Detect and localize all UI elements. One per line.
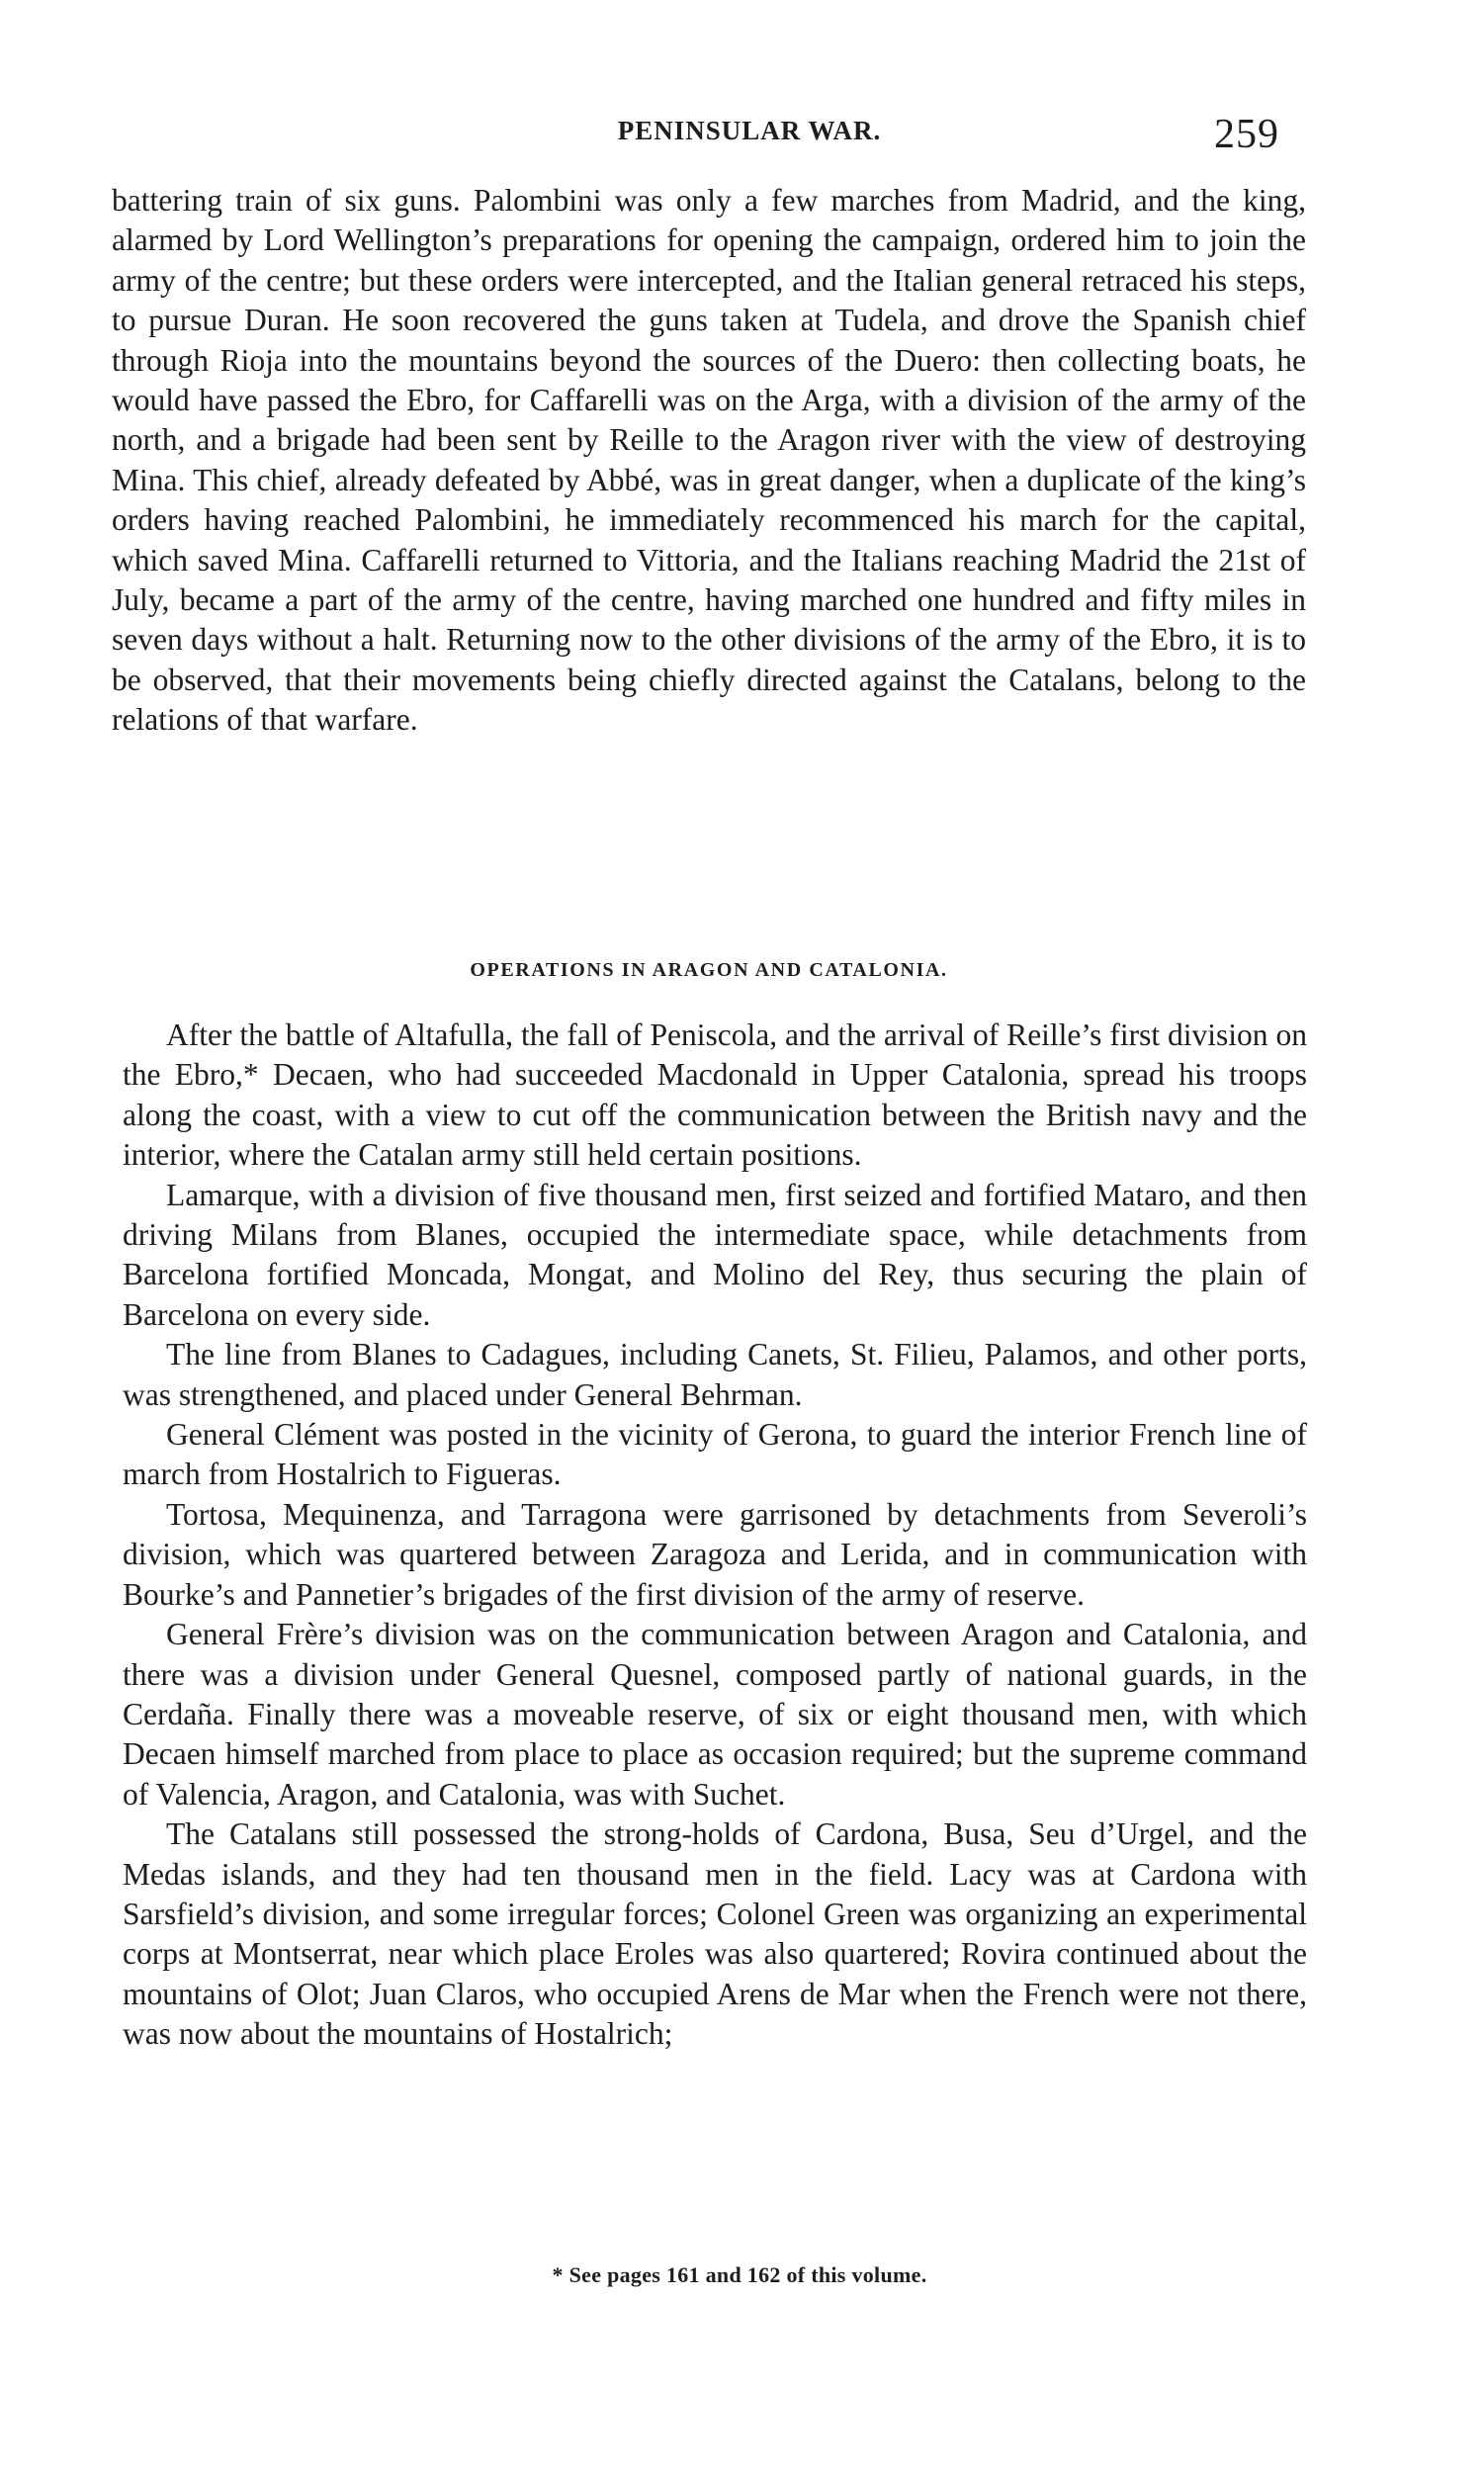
section-paragraph: The Catalans still possessed the strong-holds of Cardona, Busa, Seu d’Urgel, and the Medas islands, and they had ten thousand men in the field. Lacy was at Cardona with Sarsfield’s division, and some irregular forces; Colonel Green was organizing an experimental corps at Montserrat, near which place Eroles was also quartered; Rovira continued about the mountains of Olot; Juan Claros, who occupied Arens de Mar when the French were not there, was now about the mountains of Hostalrich; [123, 1816, 1307, 2052]
body-paragraph: battering train of six guns. Palombini was only a few marches from Madrid, and the king, alarmed by Lord Wellington’s preparations for opening the campaign, ordered him to join the army of the centre; but these orders were intercepted, and the Italian general retraced his steps, to pursue Duran. He soon recovered the guns taken at Tudela, and drove the Spanish chief through Rioja into the mountains beyond the sources of the Duero: then collecting boats, he would have passed the Ebro, for Caffarelli was on the Arga, with a division of the army of the north, and a brigade had been sent by Reille to the Aragon river with the view of destroying Mina. This chief, already defeated by Abbé, was in great danger, when a duplicate of the king’s orders having reached Palombini, he immediately recommenced his march for the capital, which saved Mina. Caffarelli returned to Vittoria, and the Italians reaching Madrid the 21st of July, became a part of the army of the centre, having marched one hundred and fifty miles in seven days without a halt. Returning now to the other divisions of the army of the Ebro, it is to be observed, that their movements being chiefly directed against the Catalans, belong to the relations of that warfare. [112, 183, 1306, 738]
page-number: 259 [1214, 112, 1279, 157]
footnote: * See pages 161 and 162 of this volume. [552, 2262, 927, 2287]
running-header: PENINSULAR WAR. [617, 116, 882, 145]
section-paragraph: After the battle of Altafulla, the fall of Peniscola, and the arrival of Reille’s first division on the Ebro,* Decaen, who had succeeded Macdonald in Upper Catalonia, spread his troops along the coast, with a view to cut off the communication between the British navy and the interior, where the Catalan army still held certain positions. [123, 1017, 1307, 1173]
section-paragraph: General Frère’s division was on the communication between Aragon and Catalonia, and there was a division under General Quesnel, composed partly of national guards, in the Cerdaña. Finally there was a moveable reserve, of six or eight thousand men, with which Decaen himself marched from place to place as occasion required; but the supreme command of Valencia, Aragon, and Catalonia, was with Suchet. [123, 1617, 1307, 1812]
section-paragraph: General Clément was posted in the vicinity of Gerona, to guard the interior French line of march from Hostalrich to Figueras. [123, 1417, 1307, 1492]
section-body [123, 1016, 1307, 2055]
section-paragraph: The line from Blanes to Cadagues, including Canets, St. Filieu, Palamos, and other ports, was strengthened, and placed under General Behrman. [123, 1337, 1307, 1412]
section-paragraph: Tortosa, Mequinenza, and Tarragona were garrisoned by detachments from Severoli’s division, which was quartered between Zaragoza and Lerida, and in communication with Bourke’s and Pannetier’s brigades of the first division of the army of reserve. [123, 1496, 1307, 1612]
section-paragraph: Lamarque, with a division of five thousand men, first seized and fortified Mataro, and then driving Milans from Blanes, occupied the intermediate space, while detachments from Barcelona fortified Moncada, Mongat, and Molino del Rey, thus securing the plain of Barcelona on every side. [123, 1177, 1307, 1332]
section-heading: OPERATIONS IN ARAGON AND CATALONIA. [470, 959, 948, 981]
